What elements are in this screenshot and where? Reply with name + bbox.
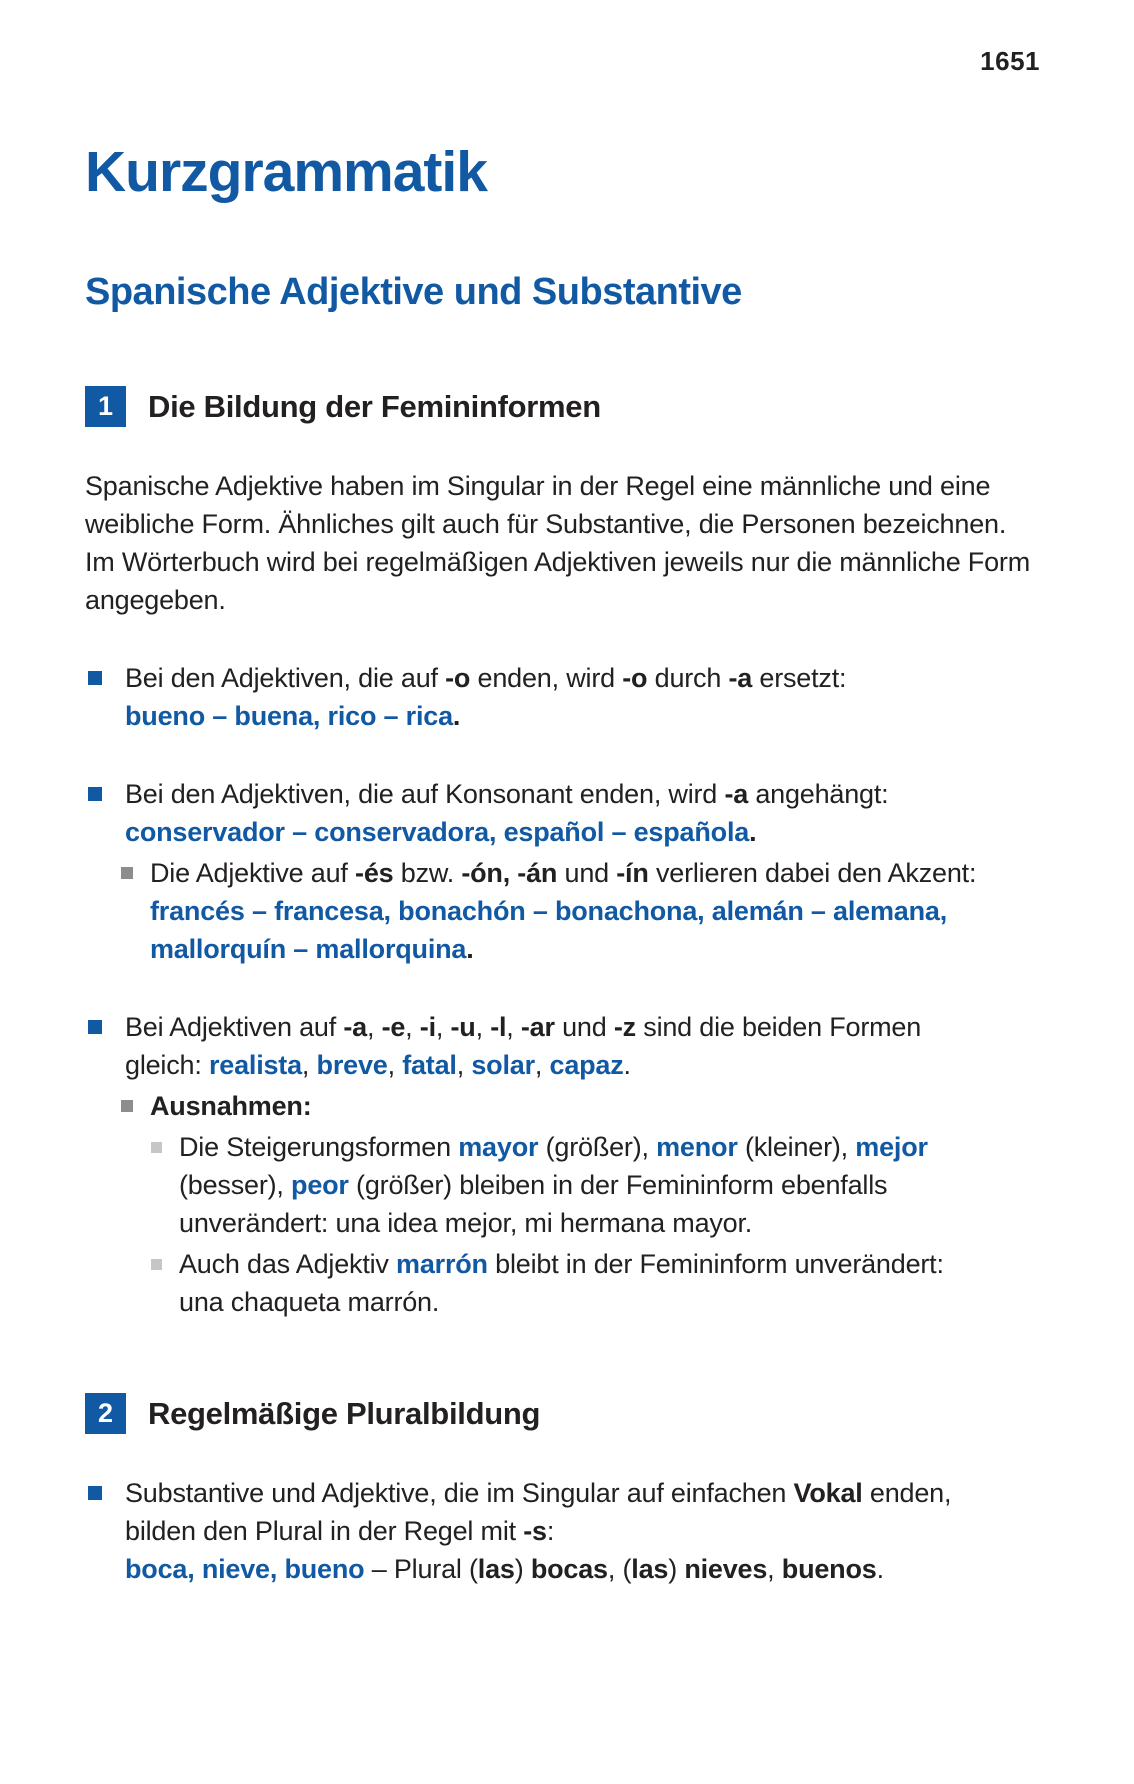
text-segment: enden, wird <box>470 663 623 693</box>
text-segment: -i <box>419 1012 436 1042</box>
bullet-square-icon <box>88 671 102 685</box>
text-segment: , <box>301 1050 317 1080</box>
text-segment: (größer) bleiben in der Femininform ebenfalls <box>348 1170 888 1200</box>
text-segment: ersetzt: <box>752 663 847 693</box>
text-segment: . <box>876 1554 884 1584</box>
bullet-text <box>125 659 1050 735</box>
bullet-square-icon <box>121 1100 133 1112</box>
text-segment: -s <box>523 1516 547 1546</box>
text-segment: -ín <box>616 858 649 888</box>
example-word: breve <box>316 1050 388 1080</box>
bullet-square-icon <box>88 787 102 801</box>
paragraph <box>85 467 1050 543</box>
text-segment: bocas <box>530 1554 608 1584</box>
bullet-square-icon <box>88 1486 102 1500</box>
text-segment: bzw. <box>393 858 462 888</box>
example-word: fatal <box>402 1050 457 1080</box>
text-segment: , <box>435 1012 451 1042</box>
text-segment: ) <box>668 1554 685 1584</box>
text-segment: verlieren dabei den Akzent: <box>648 858 977 888</box>
section-heading-row <box>85 386 1050 427</box>
text-segment: . <box>466 934 474 964</box>
example-word: menor <box>656 1132 738 1162</box>
section-heading-row <box>85 1393 1050 1434</box>
text-segment: . <box>623 1050 631 1080</box>
text-segment: -l <box>490 1012 507 1042</box>
section-blocks <box>85 1474 1050 1588</box>
text-segment: Substantive und Adjektive, die im Singular auf einfachen <box>125 1478 794 1508</box>
text-segment: : <box>546 1516 555 1546</box>
section-pluralbildung <box>85 1393 1050 1588</box>
example-word: bueno – buena, rico – rica <box>125 701 453 731</box>
page-title: Kurzgrammatik <box>85 140 487 204</box>
text-segment: Bei Adjektiven auf <box>125 1012 344 1042</box>
text-segment: ) <box>514 1554 531 1584</box>
example-word: realista <box>208 1050 302 1080</box>
bullet-square-icon <box>88 1020 102 1034</box>
bullet-item <box>85 1008 1050 1084</box>
text-segment: , ( <box>607 1554 632 1584</box>
example-word: conservador – conservadora, español – española <box>125 817 750 847</box>
section-number-badge: 1 <box>85 386 126 427</box>
text-segment: , <box>366 1012 382 1042</box>
bullet-square-icon <box>151 1259 162 1270</box>
paragraph <box>85 543 1050 619</box>
section-number-badge: 2 <box>85 1393 126 1434</box>
text-segment: -ar <box>520 1012 555 1042</box>
bullet-text <box>125 1008 1050 1084</box>
page-content <box>0 139 1134 1588</box>
text-segment: und <box>554 1012 614 1042</box>
text-segment: unverändert: una idea mejor, mi hermana mayor. <box>179 1208 753 1238</box>
text-segment: (größer), <box>538 1132 657 1162</box>
text-segment: Bei den Adjektiven, die auf <box>125 663 446 693</box>
text-segment: bilden den Plural in der Regel mit <box>125 1516 524 1546</box>
example-word: mejor <box>855 1132 928 1162</box>
text-segment: sind die beiden Formen <box>635 1012 922 1042</box>
example-word: solar <box>471 1050 535 1080</box>
bullet-square-icon <box>121 867 133 879</box>
bullet-text <box>179 1245 1050 1321</box>
text-segment: und <box>557 858 617 888</box>
example-word: peor <box>291 1170 349 1200</box>
bullet-square-icon <box>151 1142 162 1153</box>
example-word: mallorquín – mallorquina <box>150 934 467 964</box>
example-word: marrón <box>396 1249 488 1279</box>
text-segment: -o <box>445 663 471 693</box>
text-segment: . <box>749 817 757 847</box>
example-word: mayor <box>458 1132 539 1162</box>
page-subtitle: Spanische Adjektive und Substantive <box>85 271 742 313</box>
text-segment: bleibt in der Femininform unverändert: <box>487 1249 944 1279</box>
section-femininformen <box>85 386 1050 1321</box>
bullet-item <box>85 775 1050 851</box>
text-segment: Auch das Adjektiv <box>179 1249 397 1279</box>
text-segment: una chaqueta marrón. <box>179 1287 440 1317</box>
text-segment: -e <box>381 1012 406 1042</box>
text-segment: , <box>387 1050 403 1080</box>
text-segment: durch <box>647 663 729 693</box>
text-segment: Vokal <box>793 1478 863 1508</box>
page-number: 1651 <box>980 46 1040 76</box>
text-segment: Im Wörterbuch wird bei regelmäßigen Adjektiven jeweils nur die männliche Form angegeben. <box>85 547 1030 615</box>
bullet-text <box>150 854 1050 968</box>
text-segment: nieves <box>684 1554 768 1584</box>
text-segment: , <box>405 1012 420 1042</box>
text-segment: -a <box>343 1012 367 1042</box>
example-word: boca, nieve, bueno <box>125 1554 365 1584</box>
text-segment: -ón, -án <box>461 858 558 888</box>
bullet-item <box>85 1474 1050 1588</box>
text-segment: angehängt: <box>748 779 889 809</box>
section-heading: Regelmäßige Pluralbildung <box>148 1395 541 1431</box>
text-segment: Bei den Adjektiven, die auf Konsonant enden, wird <box>125 779 725 809</box>
text-segment: enden, <box>862 1478 952 1508</box>
text-segment: -a <box>724 779 749 809</box>
text-segment: , <box>475 1012 491 1042</box>
text-segment: -u <box>450 1012 476 1042</box>
bullet-text <box>125 775 1050 851</box>
bullet-item <box>121 1087 1050 1125</box>
text-segment: (besser), <box>179 1170 292 1200</box>
text-segment: – Plural ( <box>364 1554 478 1584</box>
page-header <box>0 0 1134 77</box>
example-word: francés – francesa, bonachón – bonachona, alemán – alemana, <box>150 896 948 926</box>
bullet-item <box>121 854 1050 968</box>
bullet-item <box>151 1245 1050 1321</box>
bullet-text <box>125 1474 1050 1588</box>
example-word: capaz <box>549 1050 624 1080</box>
text-segment: Die Adjektive auf <box>150 858 356 888</box>
bullet-text <box>179 1128 1050 1242</box>
section-blocks <box>85 467 1050 1321</box>
text-segment: -a <box>728 663 753 693</box>
text-segment: Ausnahmen: <box>150 1091 312 1121</box>
text-segment: -és <box>355 858 394 888</box>
text-segment: Die Steigerungsformen <box>179 1132 459 1162</box>
text-segment: -z <box>613 1012 636 1042</box>
text-segment: buenos <box>781 1554 877 1584</box>
section-heading: Die Bildung der Femininformen <box>148 388 601 424</box>
text-segment: , <box>456 1050 472 1080</box>
text-segment: -o <box>622 663 648 693</box>
text-segment: , <box>506 1012 521 1042</box>
text-segment: , <box>767 1554 782 1584</box>
text-segment: las <box>631 1554 669 1584</box>
text-segment: , <box>534 1050 550 1080</box>
text-segment: Spanische Adjektive haben im Singular in der Regel eine männliche und eine weibliche Form. Ähnliches gilt auch für Substantive, die Personen bezeichnen. <box>85 471 1007 539</box>
text-segment: las <box>477 1554 515 1584</box>
text-segment: gleich: <box>125 1050 209 1080</box>
text-segment: . <box>452 701 461 731</box>
bullet-item <box>85 659 1050 735</box>
bullet-item <box>151 1128 1050 1242</box>
text-segment: (kleiner), <box>737 1132 856 1162</box>
bullet-text <box>150 1087 1050 1125</box>
